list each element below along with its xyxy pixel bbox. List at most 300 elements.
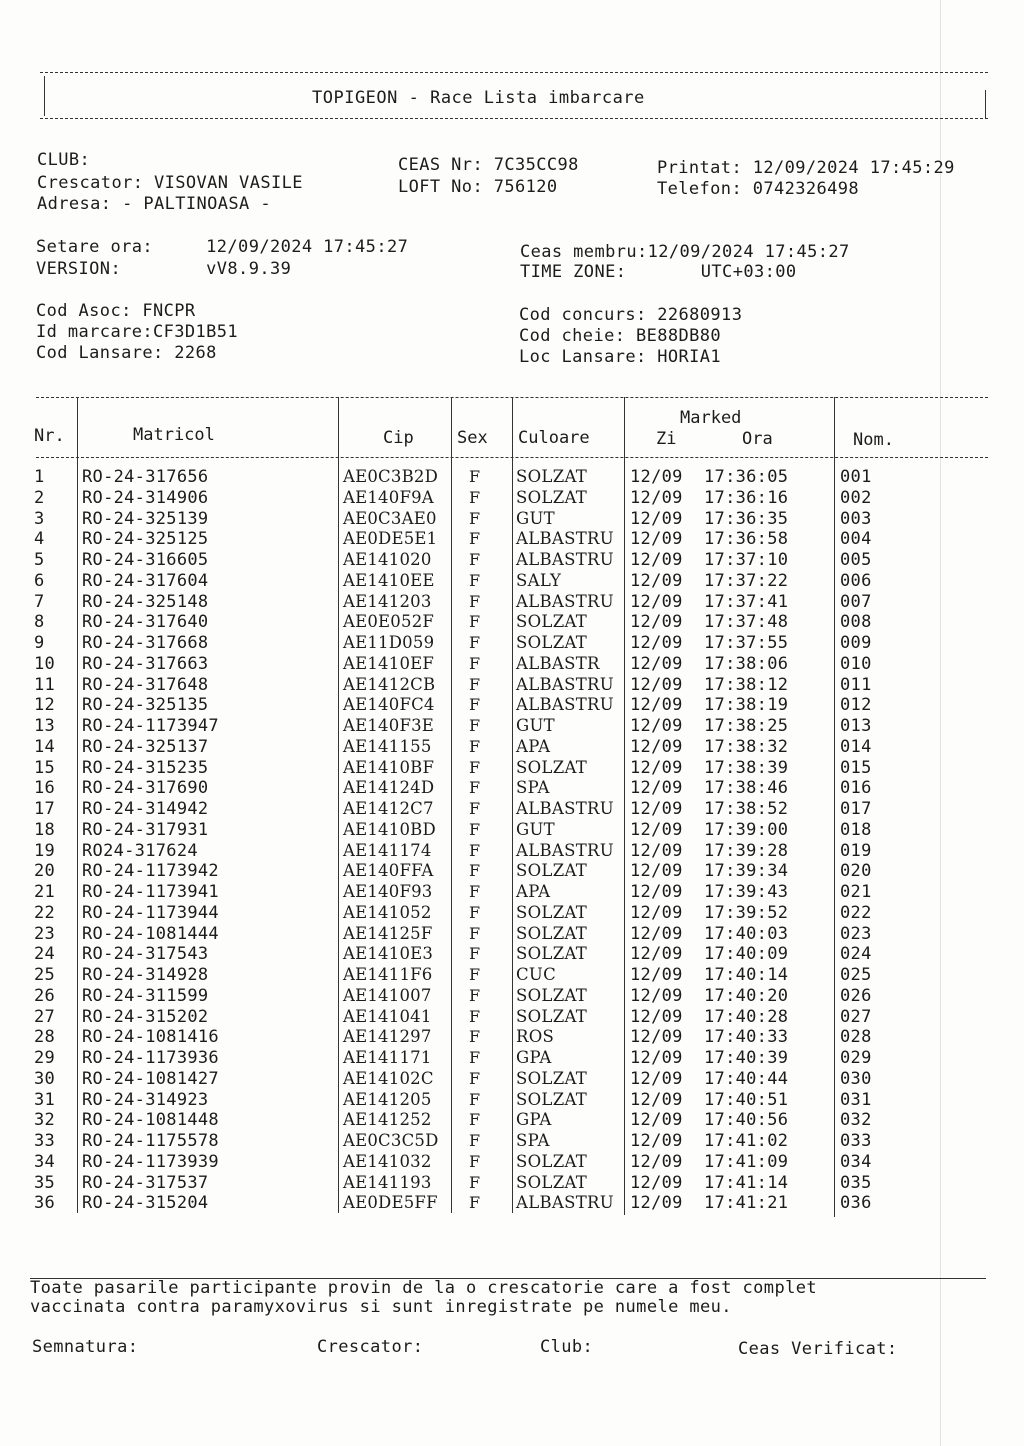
- row-cip: AE1410BD: [343, 819, 436, 839]
- row-matricol: RO-24-315202: [82, 1006, 209, 1027]
- table-row: [0, 1193, 1024, 1214]
- row-ora: 17:40:20: [704, 985, 789, 1006]
- club-label: CLUB:: [37, 150, 91, 170]
- row-nom: 010: [840, 653, 872, 674]
- row-nom: 007: [840, 591, 872, 612]
- row-ora: 17:40:44: [704, 1068, 789, 1089]
- row-zi: 12/09: [630, 840, 683, 861]
- row-culoare: SOLZAT: [516, 467, 588, 486]
- row-nr: 12: [34, 695, 56, 716]
- row-culoare: SALY: [516, 570, 562, 590]
- row-nom: 033: [840, 1131, 872, 1151]
- printat-info: Printat: 12/09/2024 17:45:29: [657, 158, 955, 178]
- row-cip: AE0DE5E1: [343, 529, 438, 549]
- row-zi: 12/09: [630, 819, 683, 840]
- row-ora: 17:41:21: [704, 1193, 789, 1214]
- row-zi: 12/09: [630, 695, 683, 716]
- row-sex: F: [469, 487, 481, 507]
- row-culoare: SOLZAT: [516, 487, 588, 507]
- header-marked: Marked: [680, 408, 742, 428]
- row-sex: F: [469, 799, 481, 818]
- row-zi: 12/09: [630, 778, 683, 799]
- row-matricol: RO-24-325125: [82, 529, 209, 550]
- row-ora: 17:37:10: [704, 550, 789, 570]
- row-sex: F: [469, 633, 481, 652]
- row-zi: 12/09: [630, 1131, 683, 1151]
- row-ora: 17:41:14: [704, 1172, 789, 1193]
- row-nom: 020: [840, 861, 872, 882]
- row-sex: F: [469, 985, 481, 1005]
- row-nom: 023: [840, 923, 872, 944]
- row-nom: 005: [840, 550, 872, 570]
- row-ora: 17:40:28: [704, 1006, 789, 1027]
- row-ora: 17:36:05: [704, 467, 789, 487]
- statement-line-2: vaccinata contra paramyxovirus si sunt inregistrate pe numele meu.: [30, 1297, 732, 1317]
- row-zi: 12/09: [630, 985, 683, 1006]
- row-nom: 009: [840, 633, 872, 653]
- row-cip: AE141052: [343, 902, 432, 922]
- row-matricol: RO-24-325135: [82, 695, 209, 716]
- row-culoare: SOLZAT: [516, 944, 588, 964]
- table-row: [0, 571, 1024, 592]
- row-nom: 030: [840, 1068, 872, 1089]
- row-culoare: SOLZAT: [516, 757, 588, 777]
- row-zi: 12/09: [630, 467, 683, 487]
- setare-ora-info: Setare ora: 12/09/2024 17:45:27: [36, 237, 409, 257]
- row-culoare: GPA: [516, 1048, 552, 1067]
- row-matricol: RO-24-1173942: [82, 861, 219, 882]
- row-ora: 17:38:25: [704, 716, 789, 736]
- row-cip: AE141205: [343, 1089, 432, 1109]
- telefon-info: Telefon: 0742326498: [657, 179, 860, 199]
- table-row: [0, 861, 1024, 882]
- row-cip: AE141252: [343, 1110, 432, 1130]
- row-nom: 004: [840, 529, 872, 550]
- row-nom: 014: [840, 736, 872, 757]
- row-matricol: RO-24-325148: [82, 591, 209, 612]
- row-matricol: RO-24-1081448: [82, 1110, 219, 1131]
- row-zi: 12/09: [630, 1068, 683, 1089]
- row-nr: 15: [34, 757, 56, 778]
- row-culoare: ALBASTRU: [516, 695, 614, 715]
- row-nr: 35: [34, 1172, 56, 1193]
- header-zi: Zi: [656, 429, 677, 449]
- row-culoare: ALBASTRU: [516, 591, 614, 611]
- title-frame-bottom-rule: [40, 118, 988, 119]
- row-zi: 12/09: [630, 902, 683, 923]
- table-row: [0, 986, 1024, 1007]
- row-nr: 28: [34, 1027, 56, 1048]
- version-info: VERSION: vV8.9.39: [36, 259, 292, 279]
- row-matricol: RO-24-1173936: [82, 1048, 219, 1068]
- row-culoare: SOLZAT: [516, 612, 588, 632]
- table-row: [0, 924, 1024, 945]
- table-row: [0, 841, 1024, 862]
- row-ora: 17:37:41: [704, 591, 789, 612]
- row-nr: 30: [34, 1068, 56, 1089]
- row-zi: 12/09: [630, 1006, 683, 1027]
- row-zi: 12/09: [630, 1172, 683, 1193]
- row-ora: 17:40:56: [704, 1110, 789, 1131]
- row-culoare: GPA: [516, 1110, 552, 1130]
- row-zi: 12/09: [630, 550, 683, 570]
- row-ora: 17:40:03: [704, 923, 789, 944]
- row-sex: F: [469, 1151, 481, 1171]
- row-nr: 20: [34, 861, 56, 882]
- row-culoare: SOLZAT: [516, 923, 588, 943]
- table-row: [0, 695, 1024, 716]
- row-culoare: SOLZAT: [516, 902, 588, 922]
- row-ora: 17:38:39: [704, 757, 789, 778]
- row-matricol: RO-24-317668: [82, 633, 209, 653]
- header-nom: Nom.: [853, 430, 894, 450]
- row-nr: 3: [34, 508, 45, 529]
- row-culoare: SOLZAT: [516, 861, 588, 881]
- row-nr: 10: [34, 653, 56, 674]
- row-nom: 022: [840, 902, 872, 923]
- table-row: [0, 965, 1024, 986]
- table-row: [0, 633, 1024, 654]
- row-culoare: ALBASTR: [516, 653, 600, 673]
- row-matricol: RO-24-1081444: [82, 923, 219, 944]
- row-zi: 12/09: [630, 487, 683, 508]
- row-nr: 13: [34, 716, 56, 736]
- row-nom: 011: [840, 674, 872, 695]
- row-zi: 12/09: [630, 529, 683, 550]
- row-nom: 016: [840, 778, 872, 799]
- row-sex: F: [469, 1193, 481, 1213]
- row-sex: F: [469, 1172, 481, 1192]
- row-nr: 26: [34, 985, 56, 1006]
- crescator-label: Crescator:: [317, 1337, 424, 1357]
- row-cip: AE141041: [343, 1006, 432, 1026]
- row-ora: 17:40:51: [704, 1089, 789, 1110]
- row-nr: 21: [34, 882, 56, 902]
- row-matricol: RO-24-325139: [82, 508, 209, 529]
- table-row: [0, 799, 1024, 820]
- loft-no-info: LOFT No: 756120: [398, 177, 558, 197]
- table-row: [0, 1069, 1024, 1090]
- row-nr: 34: [34, 1151, 56, 1172]
- row-nr: 8: [34, 612, 45, 633]
- table-row: [0, 612, 1024, 633]
- adresa-info: Adresa: - PALTINOASA -: [37, 194, 271, 214]
- row-nom: 013: [840, 716, 872, 736]
- row-cip: AE140FC4: [343, 695, 435, 715]
- table-row: [0, 758, 1024, 779]
- row-nr: 14: [34, 736, 56, 757]
- row-nom: 028: [840, 1027, 872, 1048]
- row-sex: F: [469, 1089, 481, 1109]
- row-sex: F: [469, 695, 481, 715]
- row-ora: 17:40:39: [704, 1048, 789, 1068]
- row-nom: 012: [840, 695, 872, 716]
- row-zi: 12/09: [630, 633, 683, 653]
- row-sex: F: [469, 861, 481, 881]
- row-sex: F: [469, 757, 481, 777]
- row-sex: F: [469, 1131, 481, 1150]
- row-matricol: RO-24-316605: [82, 550, 209, 570]
- row-sex: F: [469, 674, 481, 694]
- row-sex: F: [469, 944, 481, 964]
- row-sex: F: [469, 840, 481, 860]
- statement-line-1: Toate pasarile participante provin de la o crescatorie care a fost complet: [30, 1278, 817, 1298]
- table-row: [0, 509, 1024, 530]
- row-zi: 12/09: [630, 508, 683, 529]
- header-culoare: Culoare: [518, 428, 590, 448]
- row-sex: F: [469, 1068, 481, 1088]
- header-cip: Cip: [383, 428, 414, 448]
- row-ora: 17:39:52: [704, 902, 789, 923]
- row-zi: 12/09: [630, 882, 683, 902]
- row-nom: 015: [840, 757, 872, 778]
- row-culoare: SPA: [516, 778, 550, 798]
- table-row: [0, 1131, 1024, 1152]
- row-culoare: SOLZAT: [516, 633, 588, 652]
- row-zi: 12/09: [630, 1151, 683, 1172]
- row-ora: 17:39:28: [704, 840, 789, 861]
- row-sex: F: [469, 612, 481, 632]
- row-nom: 021: [840, 882, 872, 902]
- row-ora: 17:38:46: [704, 778, 789, 799]
- row-cip: AE141032: [343, 1151, 432, 1171]
- row-culoare: SOLZAT: [516, 1089, 588, 1109]
- table-row: [0, 944, 1024, 965]
- row-cip: AE141171: [343, 1048, 432, 1067]
- row-cip: AE140F93: [343, 882, 433, 901]
- row-matricol: RO-24-317543: [82, 944, 209, 965]
- row-sex: F: [469, 965, 481, 984]
- row-sex: F: [469, 529, 481, 549]
- row-culoare: GUT: [516, 508, 555, 528]
- row-nr: 7: [34, 591, 45, 612]
- header-nr: Nr.: [34, 426, 65, 446]
- row-sex: F: [469, 550, 481, 569]
- row-matricol: RO-24-1175578: [82, 1131, 219, 1151]
- ceas-verificat-label: Ceas Verificat:: [738, 1339, 898, 1359]
- row-culoare: APA: [516, 736, 551, 756]
- row-cip: AE141297: [343, 1027, 432, 1047]
- row-zi: 12/09: [630, 570, 683, 591]
- row-cip: AE1410EE: [343, 570, 435, 590]
- row-ora: 17:37:22: [704, 570, 789, 591]
- row-zi: 12/09: [630, 736, 683, 757]
- row-matricol: RO-24-315235: [82, 757, 209, 778]
- row-ora: 17:38:52: [704, 799, 789, 819]
- row-zi: 12/09: [630, 944, 683, 965]
- row-cip: AE141020: [343, 550, 432, 569]
- row-cip: AE1410EF: [343, 653, 435, 673]
- row-cip: AE141007: [343, 985, 432, 1005]
- row-ora: 17:36:58: [704, 529, 789, 550]
- row-nom: 017: [840, 799, 872, 819]
- row-sex: F: [469, 1048, 481, 1067]
- row-cip: AE1411F6: [343, 965, 433, 984]
- row-matricol: RO-24-325137: [82, 736, 209, 757]
- table-row: [0, 1007, 1024, 1028]
- row-cip: AE140F3E: [343, 716, 435, 735]
- row-ora: 17:38:19: [704, 695, 789, 716]
- row-nom: 002: [840, 487, 872, 508]
- row-culoare: SOLZAT: [516, 1006, 588, 1026]
- table-row: [0, 1173, 1024, 1194]
- row-matricol: RO-24-317604: [82, 570, 209, 591]
- row-ora: 17:36:35: [704, 508, 789, 529]
- row-zi: 12/09: [630, 1027, 683, 1048]
- row-culoare: ALBASTRU: [516, 550, 614, 569]
- row-cip: AE1410BF: [343, 757, 435, 777]
- title-frame-top-rule: [40, 72, 988, 73]
- row-zi: 12/09: [630, 674, 683, 695]
- row-nr: 36: [34, 1193, 56, 1214]
- row-cip: AE14125F: [343, 923, 433, 943]
- id-marcare-info: Id marcare:CF3D1B51: [36, 322, 239, 342]
- row-culoare: ALBASTRU: [516, 529, 614, 549]
- row-cip: AE141174: [343, 840, 432, 860]
- table-row: [0, 778, 1024, 799]
- row-zi: 12/09: [630, 923, 683, 944]
- club-footer-label: Club:: [540, 1337, 594, 1357]
- header-sex: Sex: [457, 428, 488, 448]
- row-nr: 23: [34, 923, 56, 944]
- row-ora: 17:40:09: [704, 944, 789, 965]
- row-matricol: RO-24-317648: [82, 674, 209, 695]
- row-sex: F: [469, 1027, 481, 1047]
- row-culoare: APA: [516, 882, 551, 901]
- row-culoare: ALBASTRU: [516, 799, 614, 818]
- row-nom: 008: [840, 612, 872, 633]
- row-sex: F: [469, 882, 481, 901]
- table-row: [0, 716, 1024, 737]
- row-zi: 12/09: [630, 591, 683, 612]
- table-row: [0, 1110, 1024, 1131]
- row-cip: AE0DE5FF: [343, 1193, 438, 1213]
- row-cip: AE0C3AE0: [343, 508, 437, 528]
- row-culoare: ALBASTRU: [516, 674, 614, 694]
- table-row: [0, 488, 1024, 509]
- row-zi: 12/09: [630, 1193, 683, 1214]
- row-cip: AE11D059: [343, 633, 435, 652]
- cod-cheie-info: Cod cheie: BE88DB80: [519, 326, 722, 346]
- row-ora: 17:39:00: [704, 819, 789, 840]
- row-nom: 035: [840, 1172, 872, 1193]
- row-zi: 12/09: [630, 799, 683, 819]
- row-nom: 025: [840, 965, 872, 985]
- row-nom: 024: [840, 944, 872, 965]
- row-matricol: RO-24-317663: [82, 653, 209, 674]
- row-culoare: SOLZAT: [516, 1151, 588, 1171]
- row-matricol: RO-24-317537: [82, 1172, 209, 1193]
- table-row: [0, 467, 1024, 488]
- table-row: [0, 1152, 1024, 1173]
- row-culoare: SOLZAT: [516, 1068, 588, 1088]
- table-row: [0, 529, 1024, 550]
- row-ora: 17:37:48: [704, 612, 789, 633]
- row-ora: 17:38:32: [704, 736, 789, 757]
- row-sex: F: [469, 923, 481, 943]
- row-nr: 29: [34, 1048, 56, 1068]
- cod-concurs-info: Cod concurs: 22680913: [519, 305, 743, 325]
- row-cip: AE141203: [343, 591, 432, 611]
- row-nom: 019: [840, 840, 872, 861]
- row-zi: 12/09: [630, 1048, 683, 1068]
- row-culoare: GUT: [516, 819, 555, 839]
- row-ora: 17:38:06: [704, 653, 789, 674]
- row-sex: F: [469, 1110, 481, 1130]
- row-zi: 12/09: [630, 716, 683, 736]
- row-nr: 16: [34, 778, 56, 799]
- row-cip: AE141193: [343, 1172, 432, 1192]
- row-nr: 32: [34, 1110, 56, 1131]
- table-row: [0, 737, 1024, 758]
- loc-lansare-info: Loc Lansare: HORIA1: [519, 347, 722, 367]
- row-cip: AE14124D: [343, 778, 435, 798]
- row-nr: 18: [34, 819, 56, 840]
- row-nr: 25: [34, 965, 56, 985]
- title-frame-left-bar: [44, 76, 45, 116]
- row-sex: F: [469, 570, 481, 590]
- ceas-membru-info: Ceas membru:12/09/2024 17:45:27: [520, 242, 850, 262]
- row-culoare: CUC: [516, 965, 557, 984]
- row-matricol: RO-24-1173939: [82, 1151, 219, 1172]
- row-ora: 17:39:43: [704, 882, 789, 902]
- row-nom: 032: [840, 1110, 872, 1131]
- table-row: [0, 882, 1024, 903]
- ceas-nr-info: CEAS Nr: 7C35CC98: [398, 155, 579, 175]
- row-zi: 12/09: [630, 1089, 683, 1110]
- row-sex: F: [469, 716, 481, 735]
- row-nom: 003: [840, 508, 872, 529]
- row-nom: 026: [840, 985, 872, 1006]
- row-cip: AE0C3B2D: [343, 467, 439, 486]
- row-nom: 036: [840, 1193, 872, 1214]
- row-nom: 001: [840, 467, 872, 487]
- row-matricol: RO-24-1081427: [82, 1068, 219, 1089]
- row-nr: 33: [34, 1131, 56, 1151]
- crescator-info: Crescator: VISOVAN VASILE: [37, 173, 303, 193]
- row-matricol: RO-24-314942: [82, 799, 209, 819]
- time-zone-info: TIME ZONE: UTC+03:00: [520, 262, 797, 282]
- row-sex: F: [469, 902, 481, 922]
- row-nr: 22: [34, 902, 56, 923]
- table-row: [0, 1090, 1024, 1111]
- table-row: [0, 820, 1024, 841]
- row-sex: F: [469, 1006, 481, 1026]
- row-nr: 11: [34, 674, 56, 695]
- row-matricol: RO-24-315204: [82, 1193, 209, 1214]
- table-row: [0, 654, 1024, 675]
- row-ora: 17:37:55: [704, 633, 789, 653]
- row-cip: AE141155: [343, 736, 432, 756]
- row-cip: AE1412C7: [343, 799, 434, 818]
- row-cip: AE140FFA: [343, 861, 434, 881]
- row-cip: AE0C3C5D: [343, 1131, 439, 1150]
- row-culoare: ALBASTRU: [516, 840, 614, 860]
- row-nr: 17: [34, 799, 56, 819]
- row-culoare: SPA: [516, 1131, 550, 1150]
- row-ora: 17:39:34: [704, 861, 789, 882]
- row-ora: 17:36:16: [704, 487, 789, 508]
- row-nr: 9: [34, 633, 45, 653]
- row-ora: 17:41:02: [704, 1131, 789, 1151]
- table-row: [0, 1027, 1024, 1048]
- row-nom: 031: [840, 1089, 872, 1110]
- row-ora: 17:41:09: [704, 1151, 789, 1172]
- row-nom: 006: [840, 570, 872, 591]
- row-nr: 5: [34, 550, 45, 570]
- row-cip: AE1412CB: [343, 674, 436, 694]
- row-nom: 027: [840, 1006, 872, 1027]
